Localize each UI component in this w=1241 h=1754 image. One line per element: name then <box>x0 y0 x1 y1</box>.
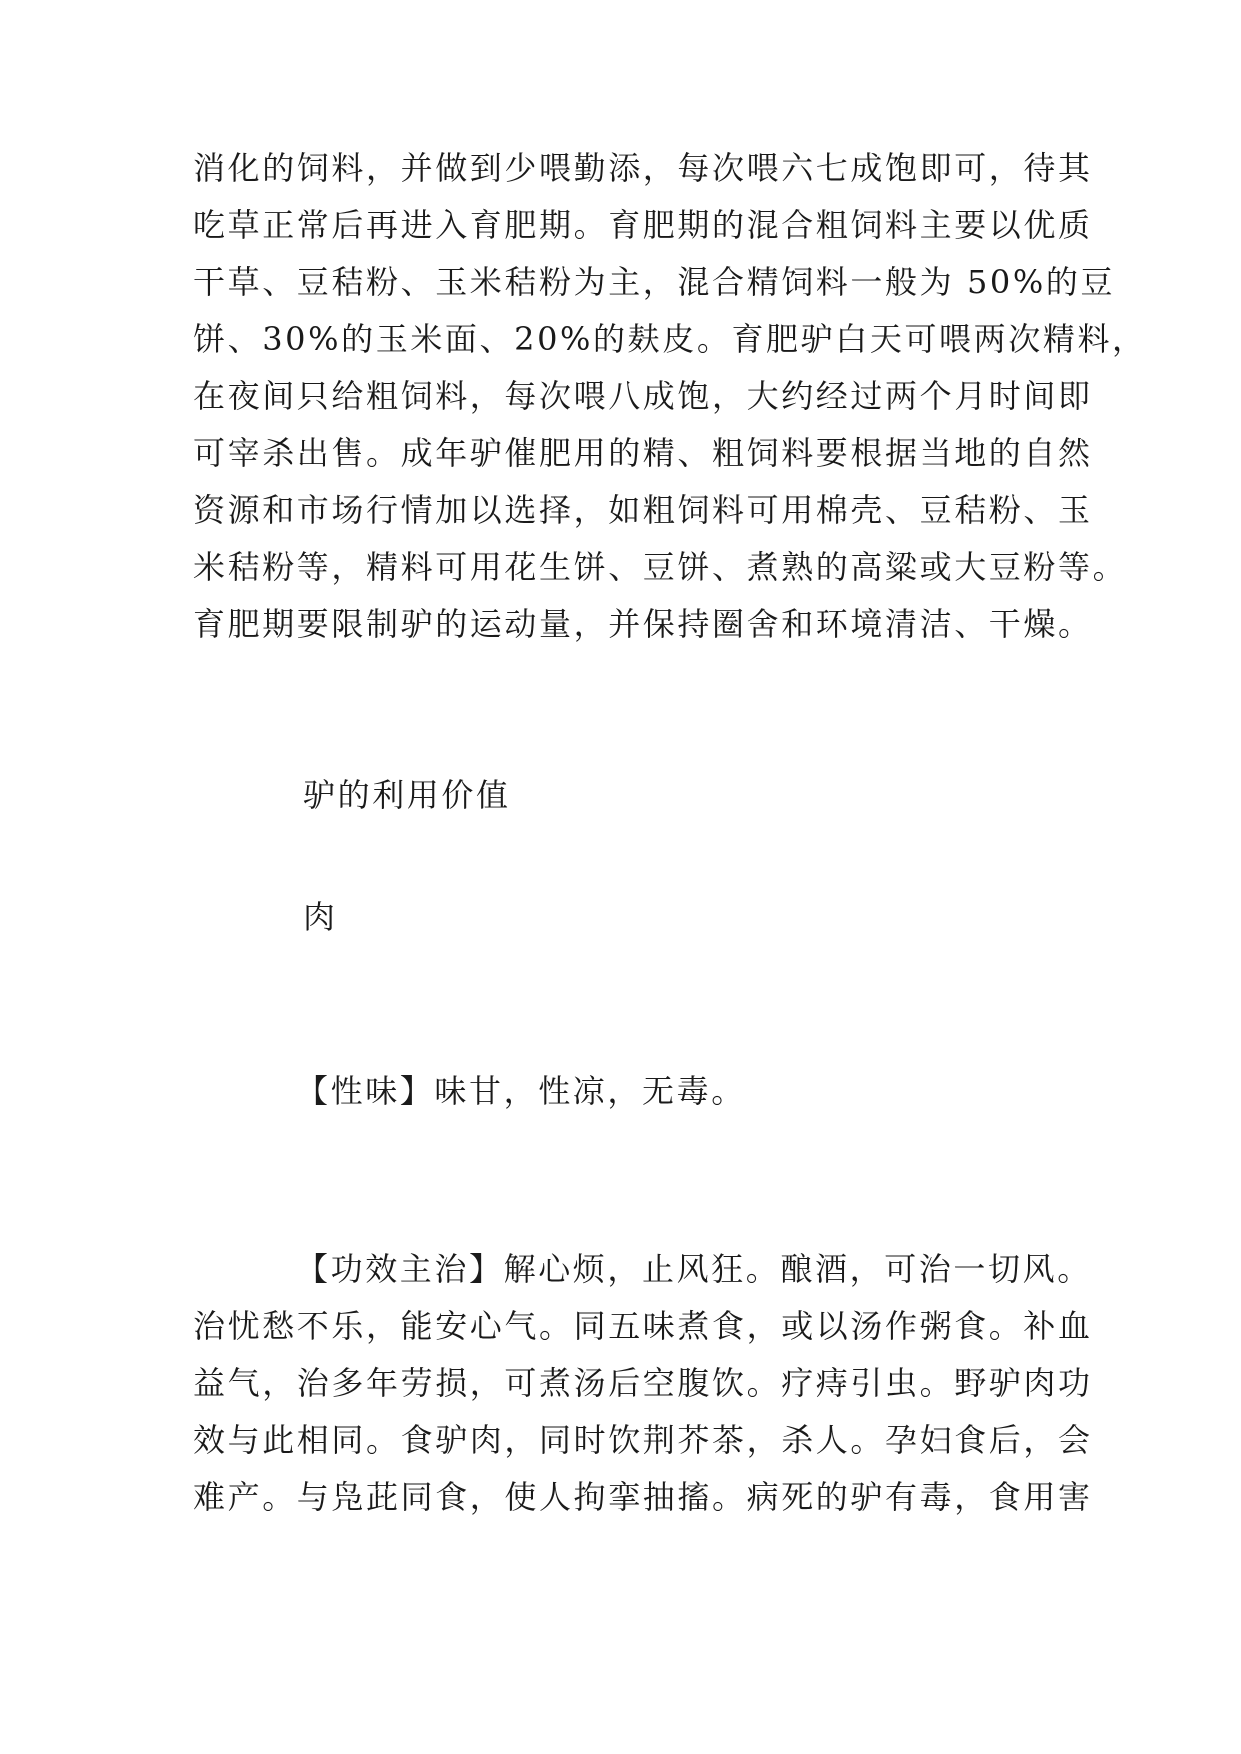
taste-line: 【性味】味甘，性凉，无毒。 <box>296 1072 746 1110</box>
paragraph-line: 可宰杀出售。成年驴催肥用的精、粗饲料要根据当地的自然 <box>193 434 1093 472</box>
paragraph-line: 吃草正常后再进入育肥期。育肥期的混合粗饲料主要以优质 <box>193 206 1093 244</box>
paragraph-line: 在夜间只给粗饲料，每次喂八成饱，大约经过两个月时间即 <box>193 377 1093 415</box>
paragraph-line: 饼、30%的玉米面、20%的麸皮。育肥驴白天可喂两次精料， <box>193 320 1147 358</box>
section-heading: 驴的利用价值 <box>303 776 511 814</box>
paragraph-line: 米秸粉等，精料可用花生饼、豆饼、煮熟的高粱或大豆粉等。 <box>193 548 1128 586</box>
paragraph-line: 消化的饲料，并做到少喂勤添，每次喂六七成饱即可，待其 <box>193 149 1093 187</box>
paragraph-line: 治忧愁不乐，能安心气。同五味煮食，或以汤作粥食。补血 <box>193 1307 1093 1345</box>
paragraph-line: 【功效主治】解心烦，止风狂。酿酒，可治一切风。 <box>296 1250 1092 1288</box>
paragraph-line: 育肥期要限制驴的运动量，并保持圈舍和环境清洁、干燥。 <box>193 605 1093 643</box>
paragraph-line: 难产。与凫茈同食，使人拘挛抽搐。病死的驴有毒，食用害 <box>193 1478 1093 1516</box>
paragraph-line: 干草、豆秸粉、玉米秸粉为主，混合精饲料一般为 50%的豆 <box>193 263 1116 301</box>
subsection-heading: 肉 <box>303 898 338 936</box>
paragraph-line: 资源和市场行情加以选择，如粗饲料可用棉壳、豆秸粉、玉 <box>193 491 1093 529</box>
paragraph-line: 效与此相同。食驴肉，同时饮荆芥茶，杀人。孕妇食后，会 <box>193 1421 1093 1459</box>
paragraph-line: 益气，治多年劳损，可煮汤后空腹饮。疗痔引虫。野驴肉功 <box>193 1364 1093 1402</box>
